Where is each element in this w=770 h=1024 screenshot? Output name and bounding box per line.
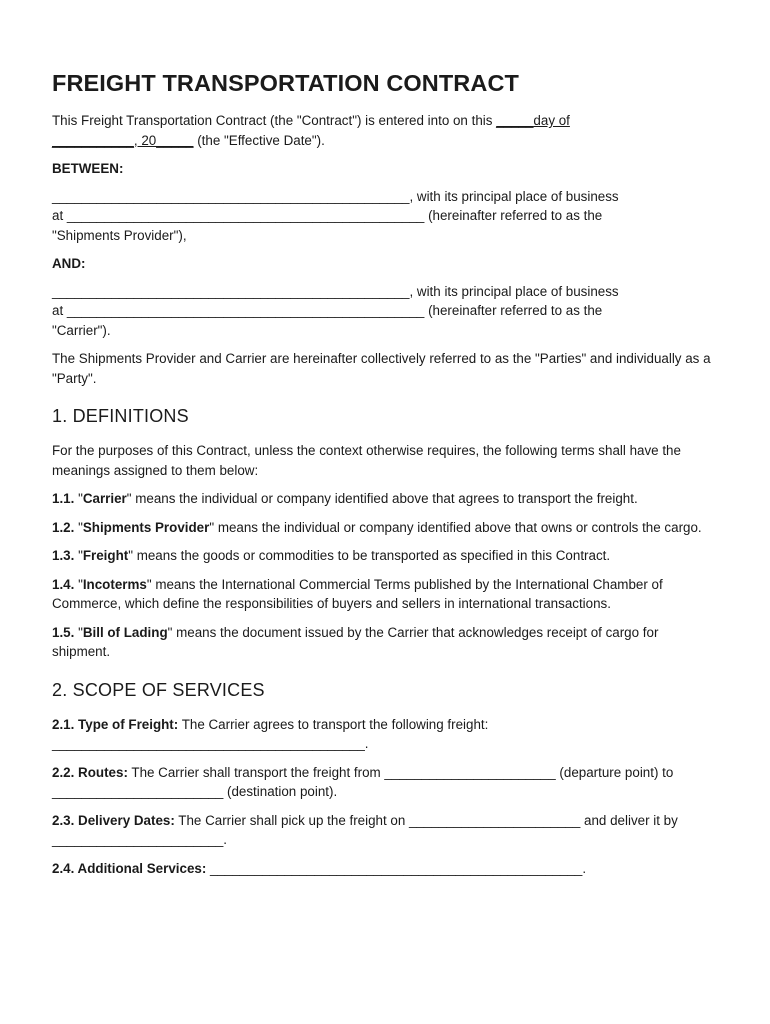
definition-1-1: 1.1. "Carrier" means the individual or company identified above that agrees to transport the freight. <box>52 491 638 506</box>
definition-term: Shipments Provider <box>82 519 210 535</box>
definition-text: means the individual or company identified above that agrees to transport the freight. <box>131 491 638 506</box>
definition-text: means the goods or commodities to be transported as specified in this Contract. <box>132 548 611 563</box>
definition-1-5: 1.5. "Bill of Lading" means the document issued by the Carrier that acknowledges receipt of cargo for shipment. <box>52 624 659 659</box>
clause-2-4 <box>52 859 718 879</box>
definition-num: 1.4. <box>52 576 75 592</box>
party2-block <box>52 282 718 341</box>
party1-line2: at ________________________________________________ (hereinafter referred to as the <box>52 208 603 223</box>
intro-paragraph <box>52 111 718 150</box>
clause-label: 2.1. Type of Freight: <box>52 716 179 732</box>
clause-text: The Carrier agrees to transport the following freight: __________________________________________. <box>52 716 489 751</box>
intro-text-after: (the "Effective Date"). <box>193 132 325 148</box>
between-label: BETWEEN: <box>52 161 124 176</box>
definition-text: means the document issued by the Carrier that acknowledges receipt of cargo for shipment. <box>52 624 659 659</box>
definition-text: means the individual or company identified above that owns or controls the cargo. <box>214 519 702 535</box>
definition-1-3: 1.3. "Freight" means the goods or commodities to be transported as specified in this Contract. <box>52 548 611 563</box>
year-blank: , 20_____ <box>133 132 194 148</box>
clause-text: __________________________________________________. <box>206 860 587 876</box>
day-of-text: day of <box>533 113 570 128</box>
month-blank: ___________ <box>52 132 134 148</box>
clause-2-1 <box>52 715 718 754</box>
clause-label: 2.4. Additional Services: <box>52 860 207 876</box>
party1-line1: ________________________________________________, with its principal place of business <box>52 188 619 204</box>
day-blank: _____ <box>496 113 534 128</box>
definition-1-4: 1.4. "Incoterms" means the International Commercial Terms published by the International Chamber of Commerce, which define the responsibilities of buyers and sellers in international transactions. <box>52 576 663 611</box>
definition-term: Bill of Lading <box>82 624 168 640</box>
party2-line2: at ________________________________________________ (hereinafter referred to as the <box>52 303 603 318</box>
clause-label: 2.2. Routes: <box>52 764 128 780</box>
definition-num: 1.2. <box>52 519 75 535</box>
party1-line3: "Shipments Provider"), <box>52 227 187 243</box>
party2-line1: ________________________________________________, with its principal place of business <box>52 283 619 299</box>
section2-heading: 2. SCOPE OF SERVICES <box>52 679 265 700</box>
parties-paragraph: The Shipments Provider and Carrier are hereinafter collectively referred to as the "Parties" and individually as a "Party". <box>52 351 711 386</box>
document-title: FREIGHT TRANSPORTATION CONTRACT <box>52 70 519 96</box>
definition-term: Incoterms <box>82 576 147 592</box>
party1-block <box>52 187 718 246</box>
clause-text: The Carrier shall pick up the freight on _______________________ and deliver it by _______________________. <box>52 812 678 847</box>
definition-num: 1.1. <box>52 491 75 506</box>
clause-text: The Carrier shall transport the freight from _______________________ (departure point) to _______________________ (destination point). <box>52 764 674 799</box>
definition-term: Carrier <box>82 491 127 506</box>
party2-line3: "Carrier"). <box>52 322 111 338</box>
clause-2-3 <box>52 811 718 850</box>
definition-text: means the International Commercial Terms published by the International Chamber of Commerce, which define the responsibilities of buyers and sellers in international transactions. <box>52 576 663 611</box>
definition-num: 1.3. <box>52 548 75 563</box>
section1-intro: For the purposes of this Contract, unless the context otherwise requires, the following terms shall have the meanings assigned to them below: <box>52 443 681 478</box>
definition-1-2: 1.2. "Shipments Provider" means the individual or company identified above that owns or controls the cargo. <box>52 519 702 535</box>
definition-num: 1.5. <box>52 624 75 640</box>
intro-text-before: This Freight Transportation Contract (the "Contract") is entered into on this <box>52 113 497 128</box>
definition-term: Freight <box>82 548 129 563</box>
clause-2-2 <box>52 763 718 802</box>
clause-label: 2.3. Delivery Dates: <box>52 812 175 828</box>
and-label: AND: <box>52 256 86 271</box>
section1-heading: 1. DEFINITIONS <box>52 406 189 426</box>
